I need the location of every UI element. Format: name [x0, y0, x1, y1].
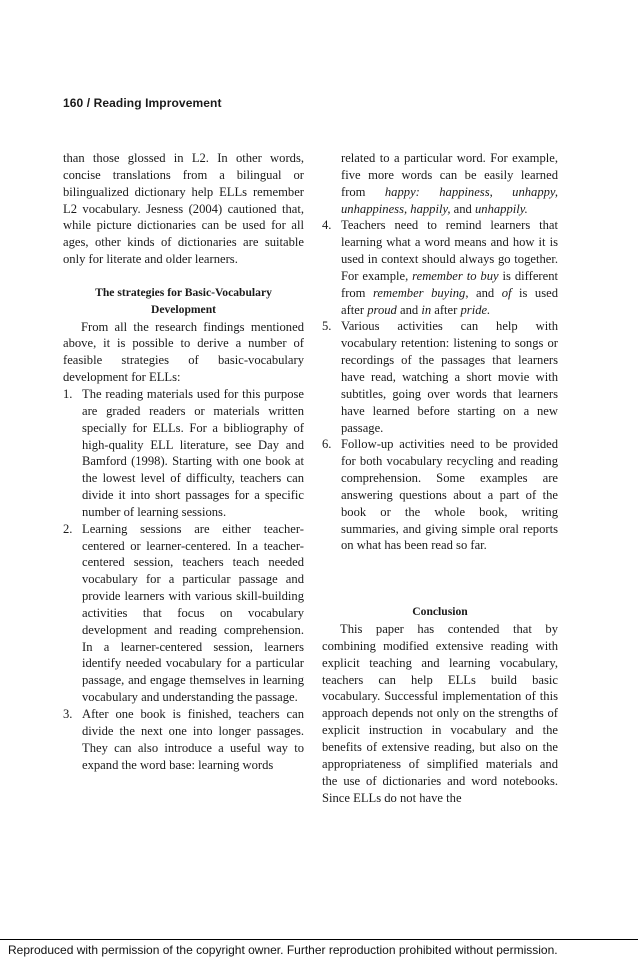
copyright-notice: Reproduced with permission of the copyright owner. Further reproduction prohibited without permission. — [8, 943, 558, 957]
list-item-text: and — [396, 302, 422, 317]
strategy-list-continued — [322, 150, 558, 554]
list-item-text: After one book is finished, teachers can divide the next one into longer passages. They can also introduce a useful way to expand the word base: learning words — [82, 707, 304, 772]
footer-rule — [0, 939, 638, 940]
list-item-continuation — [322, 150, 558, 217]
list-item-text: is used after — [341, 285, 558, 317]
list-item-number: 6. — [322, 437, 332, 452]
list-item-text: Various activities can help with vocabulary retention: listening to songs or recordings of the passages that learners have read, watching a short movie with subtitles, going over words that learners have learned before starting on a new passage. — [341, 319, 558, 435]
example-phrase: remember to buy — [412, 268, 499, 283]
list-item-number: 2. — [63, 521, 73, 536]
list-item — [63, 386, 304, 521]
list-item-number: 1. — [63, 386, 73, 401]
list-item-text: after — [431, 302, 461, 317]
example-phrase: proud — [367, 302, 397, 317]
list-item — [322, 436, 558, 554]
list-item-text: , and — [465, 285, 502, 300]
left-column — [63, 150, 304, 773]
list-item — [63, 521, 304, 706]
conclusion-heading: Conclusion — [412, 605, 468, 619]
list-item-text: Learning sessions are either teacher-centered or learner-centered. In a teacher-centered session, teachers teach needed vocabulary for a particular passage and provide learners with various skill-building activities that focus on vocabulary development and reading comprehension. In a learner-centered session, learners identify needed vocabulary for a particular passage, and engage themselves in learning vocabulary and understanding the passage. — [82, 521, 304, 705]
paragraph: This paper has contended that by combining modified extensive reading with explicit teaching and learning vocabulary, teachers can help ELLs build basic vocabulary. Successful implementation of this approach depends not only on the strengths of explicit instruction in vocabulary and the benefits of extensive reading, but also on the appropriateness of simplified materials and the use of dictionaries and word notebooks. Since ELLs do not have the — [322, 622, 558, 805]
list-item-text: Teachers need to remind learners that learning what a word means and how it is used in context should always go together. For example, — [341, 218, 558, 283]
list-item-text: The reading materials used for this purpose are graded readers or materials written specially for ELLs. For a bibliography of high-quality ELL literature, see Day and Bamford (1998). Starting with one book at the lowest level of difficulty, teachers can divide it into short passages for a specific number of learning sessions. — [82, 386, 304, 519]
list-item-number: 5. — [322, 319, 332, 334]
list-item — [322, 318, 558, 436]
list-item-text: Follow-up activities need to be provided for both vocabulary recycling and reading comprehension. Some examples are answering questions about a part of the book or the whole book, writing summaries, and giving simple oral reports on what has been read so far. — [341, 437, 558, 553]
list-item-number: 4. — [322, 218, 332, 233]
example-words: unhappily. — [474, 201, 528, 216]
list-item-text: related to a particular word. For example, five more words can be easily learned from — [341, 151, 558, 199]
right-column — [322, 150, 558, 806]
section-heading — [63, 285, 304, 319]
paragraph: From all the research findings mentioned above, it is possible to derive a number of feasible strategies of basic-vocabulary development for ELLs: — [63, 319, 304, 385]
list-item-text: and — [450, 201, 475, 216]
section-heading-line: The strategies for Basic-Vocabulary — [95, 285, 272, 299]
section-heading-line: Development — [150, 302, 217, 316]
paragraph: than those glossed in L2. In other words, concise translations from a bilingual or bilingualized dictionary help ELLs remember L2 vocabulary. Jesness (2004) cautioned that, while picture dictionaries can be used for all ages, other kinds of dictionaries are suitable only for literate and older learners. — [63, 151, 304, 267]
example-words: happy: happiness, unhappy, unhappiness, happily, — [341, 184, 558, 216]
example-phrase: of — [501, 285, 512, 300]
list-item-text: is different from — [341, 268, 558, 300]
running-head: 160 / Reading Improvement — [63, 96, 222, 110]
example-phrase: pride. — [460, 302, 491, 317]
example-phrase: in — [421, 302, 432, 317]
list-item — [63, 706, 304, 773]
strategy-list — [63, 386, 304, 773]
example-phrase: remember buying — [372, 285, 466, 300]
list-item — [322, 217, 558, 318]
list-item-number: 3. — [63, 707, 73, 721]
